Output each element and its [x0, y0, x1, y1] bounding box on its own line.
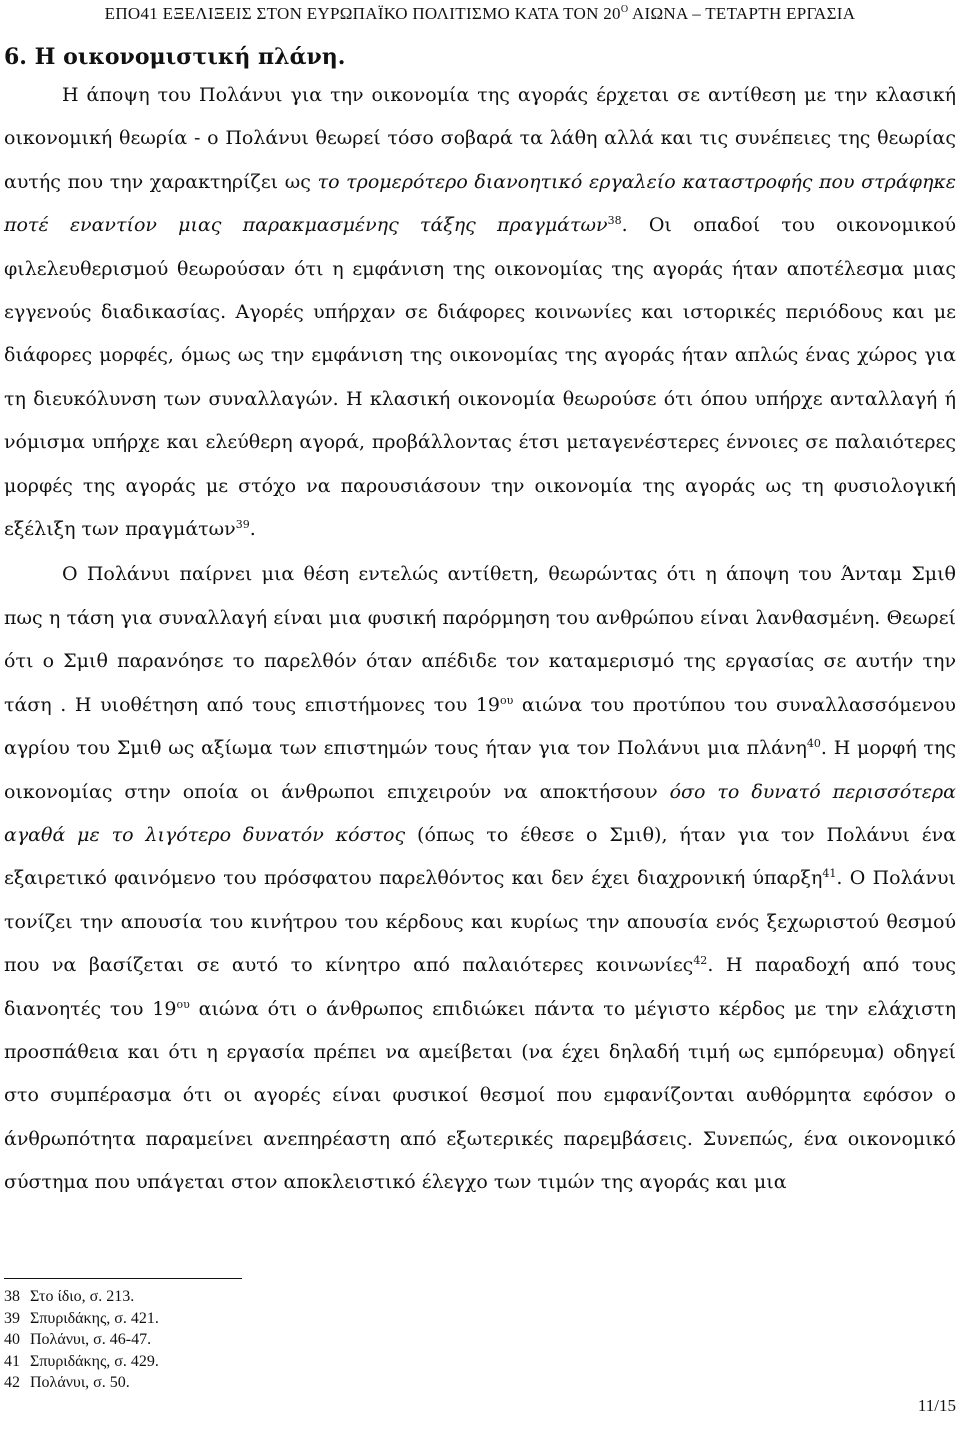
footnotes — [4, 1286, 159, 1394]
header-text: ΕΠΟ41 ΕΞΕΛΙΞΕΙΣ ΣΤΟΝ ΕΥΡΩΠΑΪΚΟ ΠΟΛΙΤΙΣΜΟ ΚΑΤΑ ΤΟΝ 20 — [104, 4, 621, 23]
footnote-number: 41 — [4, 1352, 20, 1370]
footnote-number: 42 — [4, 1374, 20, 1392]
paragraph-2-text: . Ο Πολάνυι τονίζει την απουσία του κινήτρου του κέρδους και κυρίως την απουσία ενός ξεχωριστού θεσμού που να βασίζεται σε αυτό το κίνητρο από παλαιότερες κοινωνίες — [4, 867, 957, 977]
page-number: 11/15 — [917, 1396, 956, 1415]
footnote-text: Πολάνυι, σ. 46-47. — [30, 1331, 152, 1349]
footnote-number: 39 — [4, 1309, 20, 1327]
paragraph-2-text: Ο Πολάνυι παίρνει μια θέση εντελώς αντίθετη, θεωρώντας ότι η άποψη του Άνταμ Σμιθ πως η τάση για συναλλαγή είναι μια φυσική παρόρμηση του ανθρώπου είναι λανθασμένη. Θεωρεί ότι ο Σμιθ παρανόησε το παρελθόν όταν απέδιδε τον καταμερισμό της εργασίας σε αυτήν την τάση . Η υιοθέτηση από τους επιστήμονες του 19 — [4, 563, 956, 716]
header-superscript: Ο — [620, 4, 629, 15]
footnote-42 — [4, 1372, 159, 1394]
running-header — [0, 4, 960, 24]
footnote-text: Πολάνυι, σ. 50. — [30, 1374, 130, 1392]
paragraph-2-text: . Η παραδοχή από τους διανοητές του 19 — [4, 954, 956, 1020]
paragraph-2-text: . Η μορφή της οικονομίας στην οποία οι άνθρωποι επιχειρούν να αποκτήσουν — [4, 737, 956, 803]
paragraph-1-text: . Οι οπαδοί του οικονομικού φιλελευθερισμού θεωρούσαν ότι η εμφάνιση της οικονομίας της αγοράς ήταν αποτέλεσμα μιας εγγενούς διαδικασίας. Αγορές υπήρχαν σε διάφορες κοινωνίες και ιστορικές περιόδους και με διάφορες μορφές, όμως ως την εμφάνιση της οικονομίας της αγοράς ήταν απλώς ένας χώρος για τη διευκόλυνση των συναλλαγών. Η κλασική οικονομία θεωρούσε ότι όπου υπήρχε ανταλλαγή ή νόμισμα υπήρχε και ελεύθερη αγορά, προβάλλοντας έτσι μεταγενέστερες έννοιες σε παλαιότερες μορφές της αγοράς με στόχο να παρουσιάσουν την οικονομία της αγοράς ως τη φυσιολογική εξέλιξη των πραγμάτων — [4, 214, 956, 541]
italic-quote: όσο το δυνατό περισσότερα αγαθά με το λιγότερο δυνατόν κόστος — [4, 780, 956, 846]
footnote-text: Στο ίδιο, σ. 213. — [30, 1288, 135, 1305]
footnote-ref-39[interactable]: 39 — [235, 518, 250, 532]
footnote-38 — [4, 1286, 159, 1308]
footnote-ref-42[interactable]: 42 — [693, 954, 708, 968]
ordinal-suffix: ου — [500, 693, 514, 707]
paragraph-1-text: Η άποψη του Πολάνυι για την οικονομία της αγοράς έρχεται σε αντίθεση με την κλασική οικονομική θεωρία - ο Πολάνυι θεωρεί τόσο σοβαρά τα λάθη αλλά και τις συνέπειες της θεωρίας αυτής που την χαρακτηρίζει ως — [4, 84, 956, 193]
footnote-ref-41[interactable]: 41 — [822, 867, 837, 881]
footnote-ref-38[interactable]: 38 — [607, 214, 622, 228]
paragraph-2-text: αιώνα του προτύπου του συναλλασσόμενου αγρίου του Σμιθ ως αξίωμα των επιστημών τους ήταν για τον Πολάνυι μια πλάνη — [4, 693, 956, 760]
paragraph-1 — [4, 74, 956, 551]
paragraph-1-text: . — [249, 518, 256, 541]
footnote-text: Σπυριδάκης, σ. 421. — [30, 1309, 159, 1327]
footnote-number: 40 — [4, 1331, 20, 1349]
body-text — [4, 74, 956, 1205]
ordinal-suffix: ου — [176, 997, 190, 1011]
footnote-41 — [4, 1351, 159, 1373]
paragraph-2-text: αιώνα ότι ο άνθρωπος επιδιώκει πάντα το μέγιστο κέρδος με την ελάχιστη προσπάθεια και ότι η εργασία πρέπει να αμείβεται (να έχει δηλαδή τιμή ως εμπόρευμα) οδηγεί στο συμπέρασμα ότι οι αγορές είναι φυσικοί θεσμοί που εμφανίζονται αυθόρμητα εφόσον ο άνθρωπότητα παραμείνει ανεπηρέαστη από εξωτερικές παρεμβάσεις. Συνεπώς, ένα οικονομικό σύστημα που υπάγεται στον αποκλειστικό έλεγχο των τιμών της αγοράς και μια — [4, 997, 957, 1194]
italic-quote: το τρομερότερο διανοητικό εργαλείο καταστροφής που στράφηκε ποτέ εναντίον μιας παρακμασμένης τάξης πραγμάτων — [4, 170, 956, 237]
footnote-number: 38 — [4, 1288, 20, 1305]
footnote-text: Σπυριδάκης, σ. 429. — [30, 1352, 159, 1370]
paragraph-2-text: (όπως το έθεσε ο Σμιθ), ήταν για τον Πολάνυι ένα εξαιρετικό φαινόμενο του πρόσφατου παρελθόντος και δεν έχει διαχρονική ύπαρξη — [4, 823, 956, 890]
footnote-ref-40[interactable]: 40 — [806, 737, 821, 751]
footnote-40 — [4, 1329, 159, 1351]
header-text-after: ΑΙΩΝΑ – ΤΕΤΑΡΤΗ ΕΡΓΑΣΙΑ — [628, 4, 856, 23]
footnote-separator — [4, 1278, 242, 1279]
section-heading: 6. Η οικονομιστική πλάνη. — [4, 44, 346, 70]
footnote-39 — [4, 1308, 159, 1330]
paragraph-2 — [4, 553, 956, 1204]
